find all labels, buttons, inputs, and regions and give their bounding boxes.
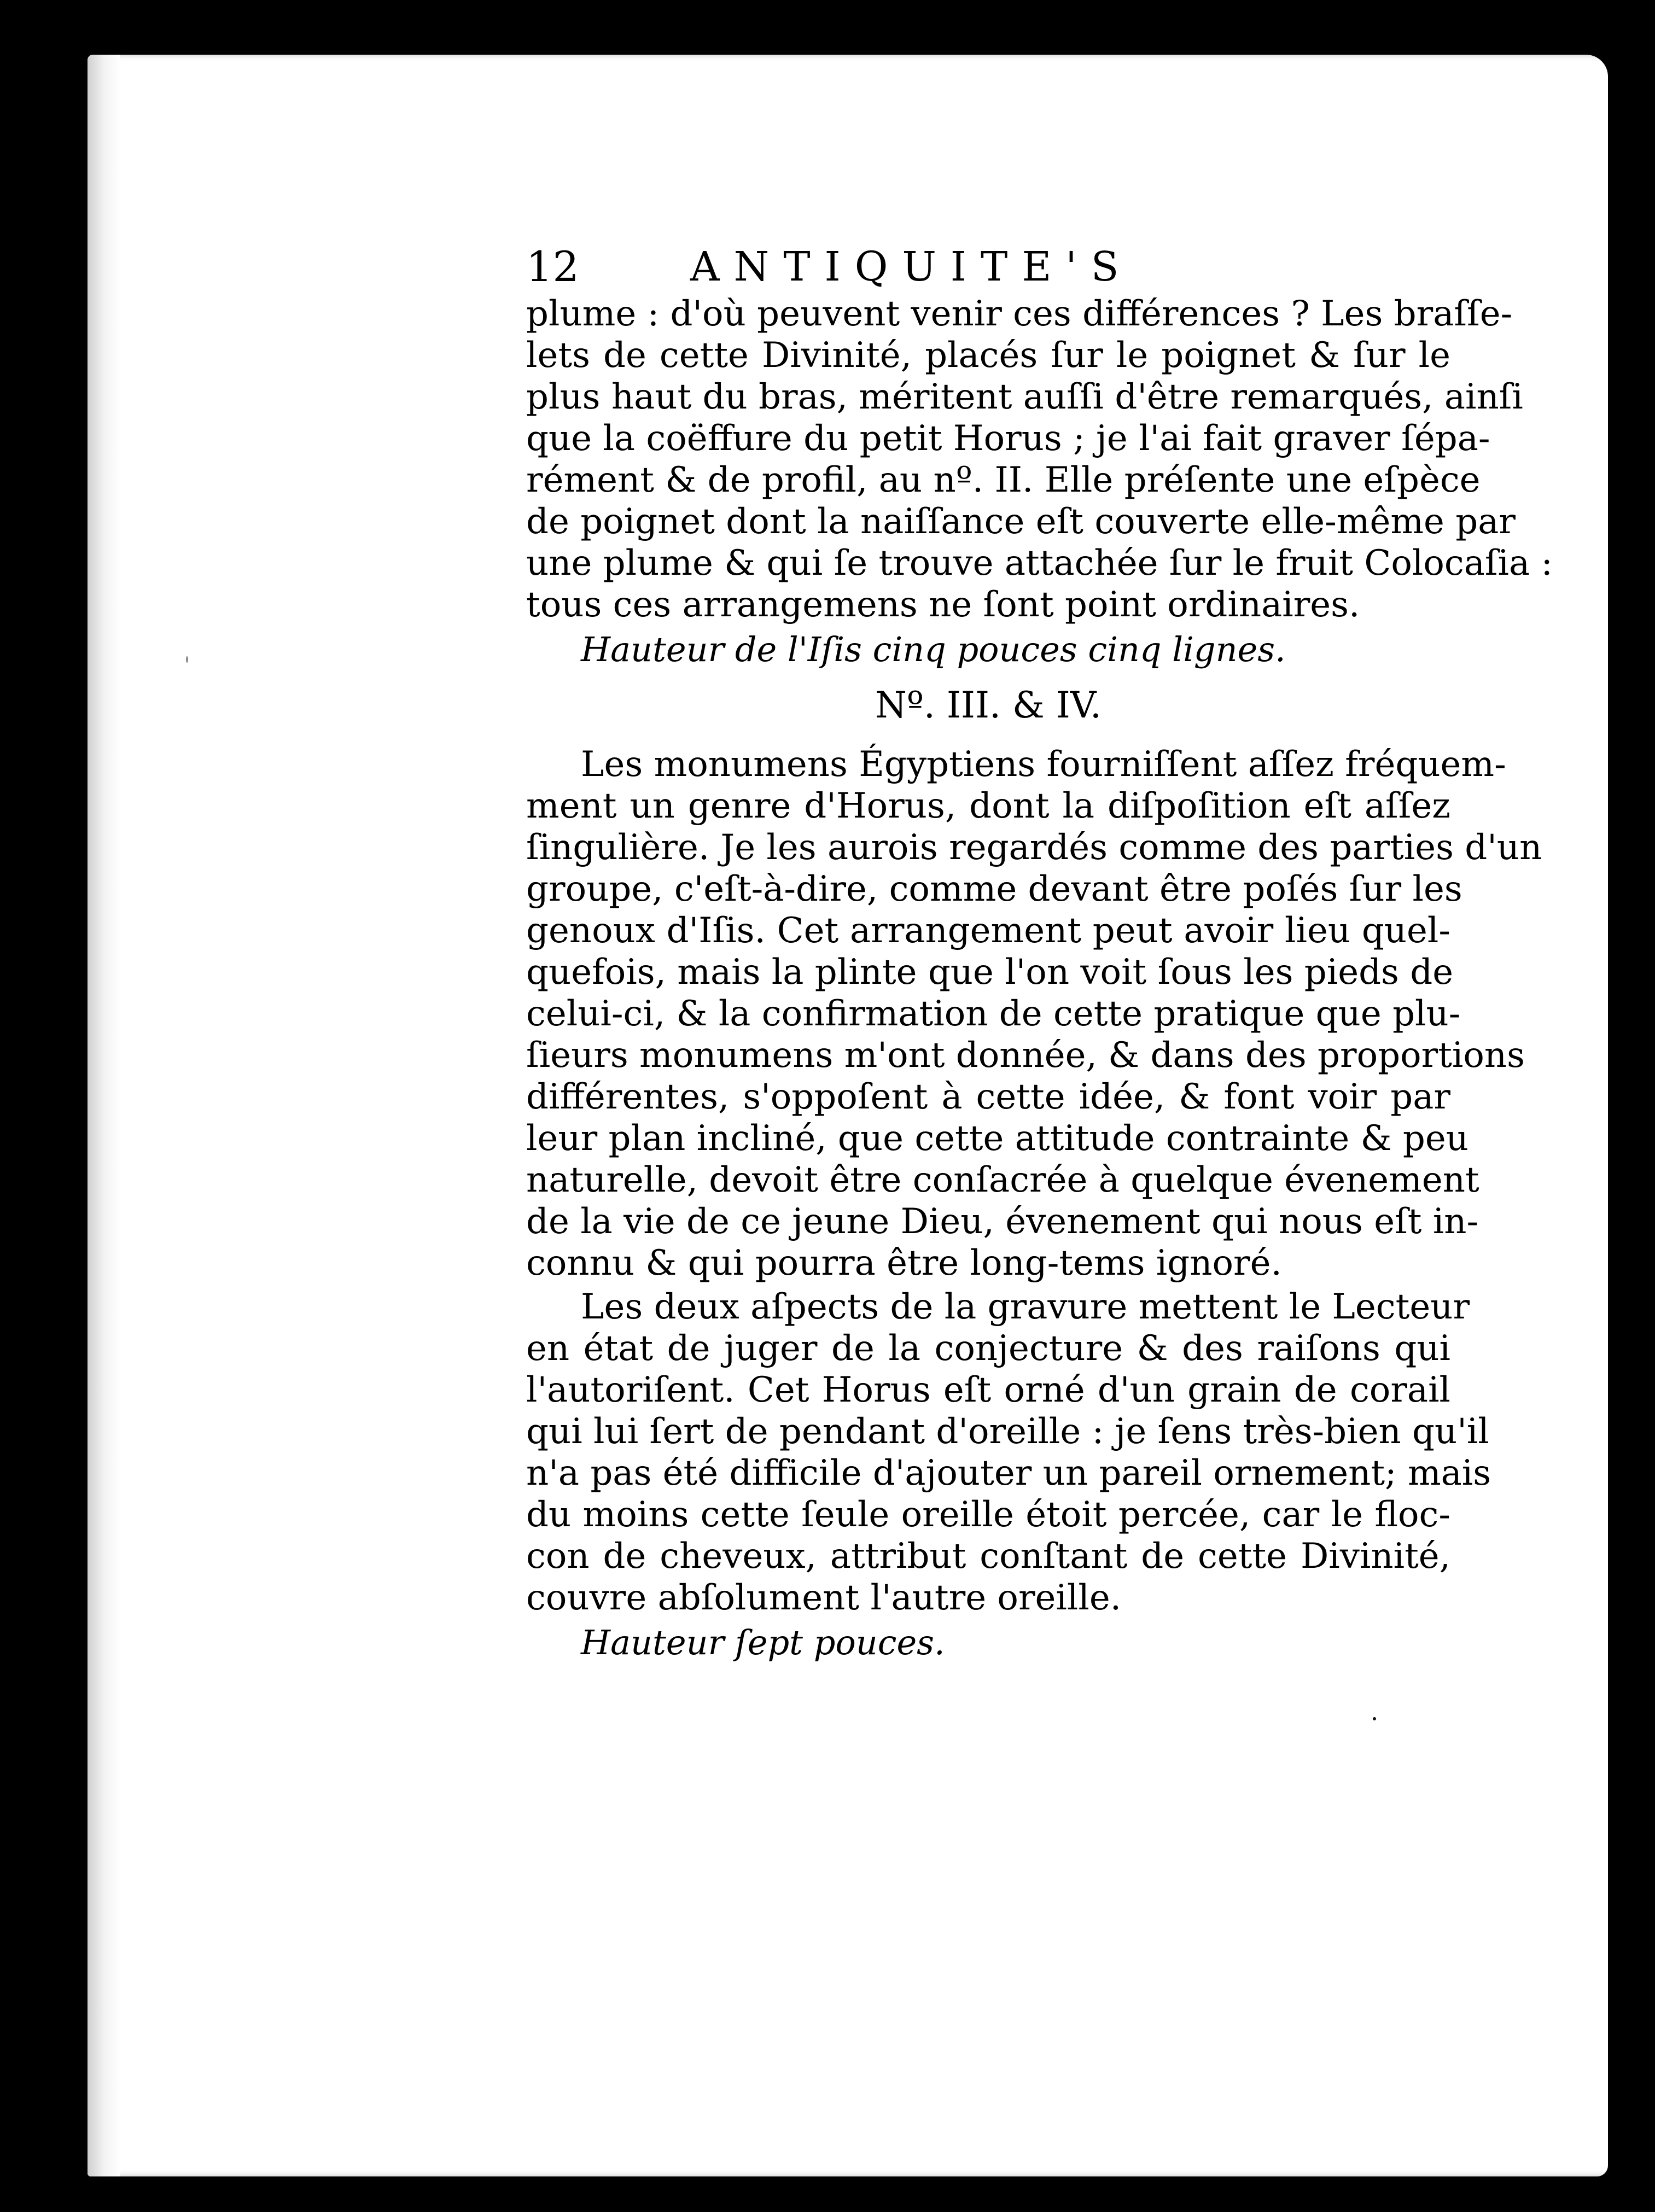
body-line: Les monumens Égyptiens fourniſſent aſſez fréquem- xyxy=(581,744,1506,785)
ink-speck xyxy=(1373,1717,1376,1720)
body-line: en état de juger de la conjecture & des raiſons qui xyxy=(526,1328,1450,1369)
body-line: con de cheveux, attribut conſtant de cette Divinité, xyxy=(526,1536,1450,1577)
section-heading: Nº. III. & IV. xyxy=(875,684,1102,726)
body-line: plume : d'où peuvent venir ces différences ? Les braſſe- xyxy=(526,294,1513,334)
caption-height-horus: Hauteur ſept pouces. xyxy=(581,1622,945,1662)
body-line: l'autoriſent. Cet Horus eſt orné d'un grain de corail xyxy=(526,1370,1450,1410)
paragraph-3 xyxy=(526,1286,1491,1619)
body-line: plus haut du bras, méritent auſſi d'être remarqués, ainſi xyxy=(526,377,1523,417)
body-line: celui-ci, & la confirmation de cette pratique que plu- xyxy=(526,994,1461,1034)
body-line: de la vie de ce jeune Dieu, évenement qui nous eſt in- xyxy=(526,1201,1479,1242)
body-line: quefois, mais la plinte que l'on voit ſous les pieds de xyxy=(526,952,1454,993)
body-line: ment un genre d'Horus, dont la diſpoſition eſt aſſez xyxy=(526,786,1450,826)
body-line: de poignet dont la naiſſance eſt couverte elle-même par xyxy=(526,501,1516,542)
body-line: connu & qui pourra être long-tems ignoré. xyxy=(526,1243,1282,1283)
body-line: ſieurs monumens m'ont donnée, & dans des proportions xyxy=(526,1035,1525,1076)
running-head xyxy=(526,241,1450,293)
body-line: lets de cette Divinité, placés ſur le poignet & ſur le xyxy=(526,335,1450,376)
body-line: leur plan incliné, que cette attitude contrainte & peu xyxy=(526,1118,1468,1159)
body-line: rément & de profil, au nº. II. Elle préſente une eſpèce xyxy=(526,460,1481,500)
body-line: qui lui ſert de pendant d'oreille : je ſens très-bien qu'il xyxy=(526,1411,1489,1452)
body-line: ſingulière. Je les aurois regardés comme des parties d'un xyxy=(526,827,1542,868)
running-title: ANTIQUITE'S xyxy=(690,243,1133,290)
body-line: couvre abſolument l'autre oreille. xyxy=(526,1578,1122,1618)
body-line: genoux d'Iſis. Cet arrangement peut avoir lieu quel- xyxy=(526,911,1450,951)
body-line: différentes, s'oppoſent à cette idée, & font voir par xyxy=(526,1077,1450,1117)
body-line: tous ces arrangemens ne ſont point ordinaires. xyxy=(526,585,1360,625)
paragraph-1 xyxy=(526,293,1553,626)
body-line: naturelle, devoit être conſacrée à quelque évenement xyxy=(526,1160,1479,1200)
text-block xyxy=(526,241,1553,1664)
body-line: du moins cette ſeule oreille étoit percée, car le floc- xyxy=(526,1495,1450,1535)
caption-height-isis: Hauteur de l'Iſis cinq pouces cinq lignes. xyxy=(581,629,1286,669)
ink-speck xyxy=(186,656,188,663)
body-line: Les deux aſpects de la gravure mettent le Lecteur xyxy=(581,1287,1470,1327)
body-line: n'a pas été difficile d'ajouter un pareil ornement; mais xyxy=(526,1453,1491,1493)
paragraph-2 xyxy=(526,744,1542,1284)
body-line: groupe, c'eſt-à-dire, comme devant être poſés ſur les xyxy=(526,869,1462,909)
body-line: une plume & qui ſe trouve attachée ſur le fruit Colocaſia : xyxy=(526,543,1553,583)
body-line: que la coëffure du petit Horus ; je l'ai fait graver ſépa- xyxy=(526,418,1490,459)
page-number: 12 xyxy=(526,242,579,291)
